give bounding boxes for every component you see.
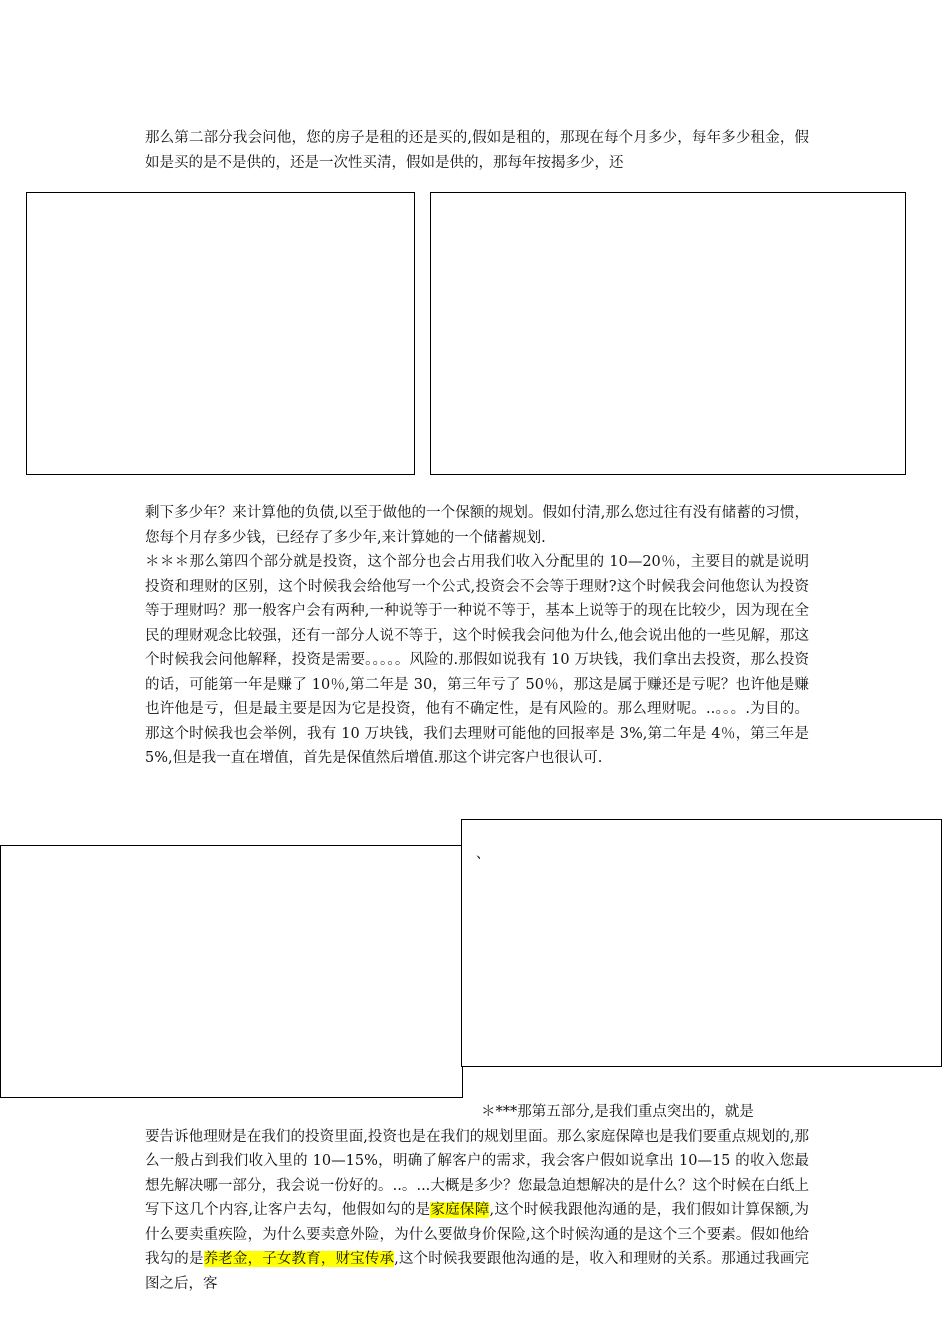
image-frame-left (26, 192, 415, 475)
box-mark: 、 (476, 846, 490, 862)
paragraph-part-four: ＊＊＊那么第四个部分就是投资，这个部分也会占用我们收入分配里的 10—20％，主要目的就是说明投资和理财的区别，这个时候我会给他写一个公式,投资会不会等于理财?这个时候我会问他您认为投资等于理财吗？那一般客户会有两种,一种说等于一种说不等于，基本上说等于的现在比较少，因为现在全民的理财观念比较强，还有一部分人说不等于，这个时候我会问他为什么,他会说出他的一些见解，那这个时候我会问他解释，投资是需要。。。。。风险的.那假如说我有 10 万块钱，我们拿出去投资，那么投资的话，可能第一年是赚了 10％,第二年是 30，第三年亏了 50％，那这是属于赚还是亏呢？也许他是赚也许他是亏，但是最主要是因为它是投资，他有不确定性，是有风险的。那么理财呢。..。。。.为目的。那这个时候我也会举例，我有 10 万块钱，我们去理财可能他的回报率是 3%,第二年是 4％，第三年是 5%,但是我一直在增值，首先是保值然后增值.那这个讲完客户也很认可. (145, 554, 809, 766)
highlight-pension-education-inheritance: 养老金，子女教育，财宝传承 (203, 1251, 395, 1267)
image-frame-bottom-right (461, 819, 942, 1067)
paragraph-part-five-text-1: 要告诉他理财是在我们的投资里面,投资也是在我们的规划里面。那么家庭保障也是我们要重点规划的,那么一般占到我们收入里的 10—15%，明确了解客户的需求，我会客户假如说拿出 10—15 的收入您最想先解决哪一部分，我会说一份好的。..。...大概是多少？您最急迫想解决的是什么？这个时候在白纸上写下这几个内容,让客户去勾，他假如勾的是 (145, 1128, 809, 1218)
highlight-family-protection: 家庭保障 (430, 1202, 490, 1218)
paragraph-part-two: 那么第二部分我会问他，您的房子是租的还是买的,假如是租的，那现在每个月多少，每年多少租金，假如是买的是不是供的，还是一次性买清，假如是供的，那每年按揭多少，还 (145, 130, 809, 171)
text-block-middle (145, 501, 809, 771)
paragraph-continuation: 剩下多少年？来计算他的负债,以至于做他的一个保额的规划。假如付清,那么您过往有没有储蓄的习惯，您每个月存多少钱，已经存了多少年,来计算她的一个储蓄规划. (145, 505, 809, 546)
paragraph-part-five (145, 1100, 809, 1296)
paragraph-part-five-text-3: ,这个时候我要跟他沟通的是，收入和理财的关系。那通过我画完图之后，客 (145, 1251, 810, 1292)
image-frame-bottom-left (0, 845, 463, 1098)
image-frame-right (430, 192, 906, 475)
paragraph-part-five-text-2: ,这个时候我跟他沟通的是，我们假如计算保额,为什么要卖重疾险，为什么要卖意外险，为什么要做身价保险,这个时候沟通的是这个三个要素。假如他给我勾的是 (145, 1202, 810, 1267)
paragraph-part-five-lead: ＊***那第五部分,是我们重点突出的，就是 (481, 1104, 754, 1120)
